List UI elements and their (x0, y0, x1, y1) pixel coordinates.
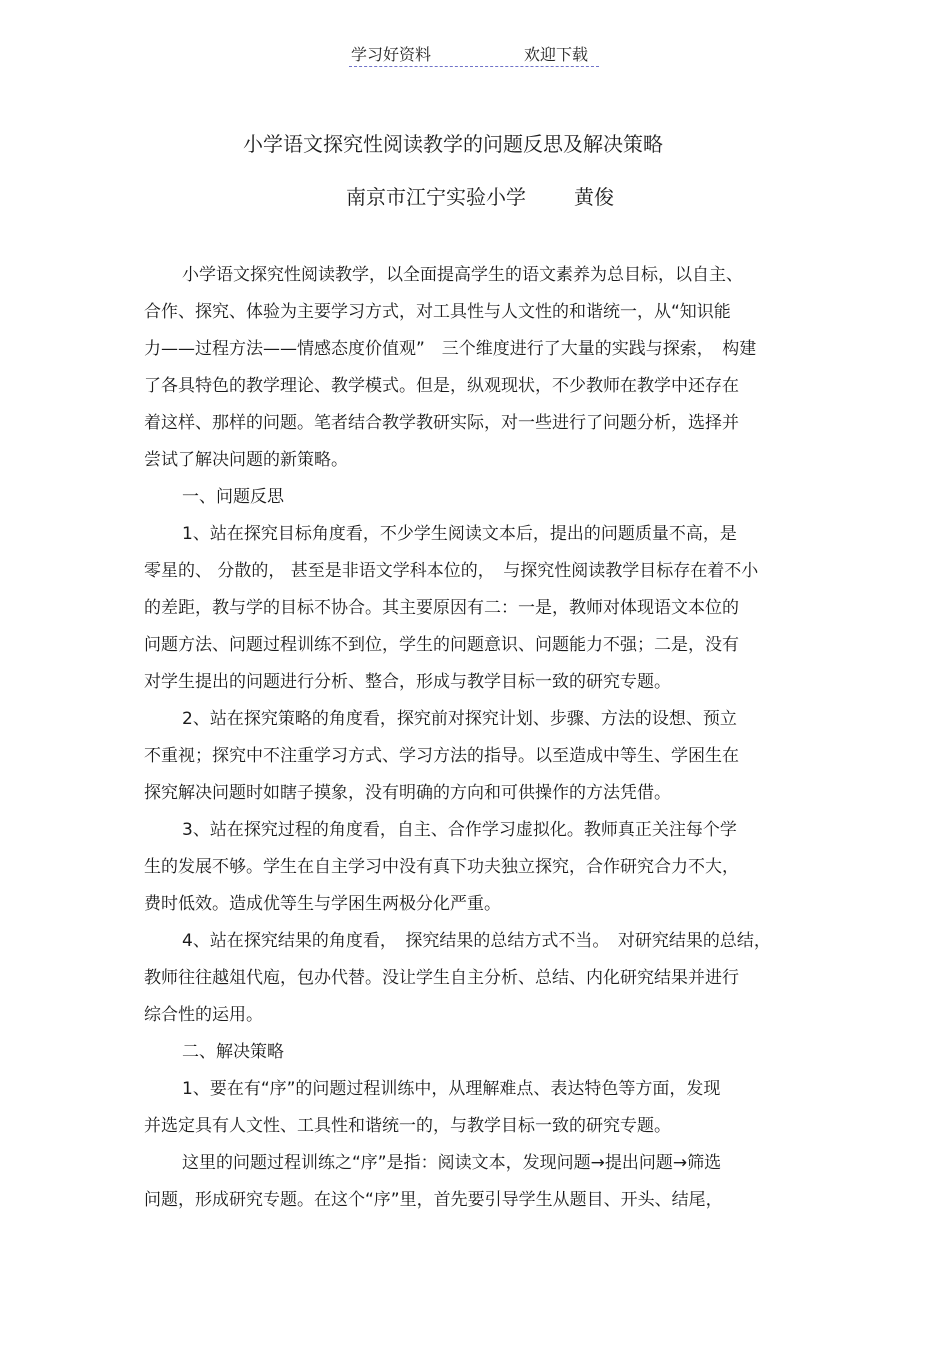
text-line: 2、站在探究策略的角度看，探究前对探究计划、步骤、方法的设想、预立 (182, 709, 737, 729)
author-line (346, 181, 614, 210)
text-line: 这里的问题过程训练之“序”是指：阅读文本，发现问题→提出问题→筛选 (182, 1153, 722, 1173)
text-line: 教师往往越俎代庖，包办代替。没让学生自主分析、总结、内化研究结果并进行 (144, 968, 739, 988)
text-line: 小学语文探究性阅读教学，以全面提高学生的语文素养为总目标，以自主、 (182, 265, 743, 285)
text-line: 不重视；探究中不注重学习方式、学习方法的指导。以至造成中等生、学困生在 (144, 746, 739, 766)
text-line: 问题方法、问题过程训练不到位，学生的问题意识、问题能力不强；二是，没有 (144, 635, 739, 655)
text-line: 的差距，教与学的目标不协合。其主要原因有二：一是，教师对体现语文本位的 (144, 598, 739, 618)
text-line: 生的发展不够。学生在自主学习中没有真下功夫独立探究，合作研究合力不大， (144, 857, 739, 877)
text-line: 综合性的运用。 (144, 1005, 263, 1025)
author-name: 黄俊 (574, 185, 614, 209)
header-right-text: 欢迎下载 (524, 45, 589, 64)
header-left-text: 学习好资料 (351, 45, 432, 64)
document-title: 小学语文探究性阅读教学的问题反思及解决策略 (243, 132, 663, 156)
text-line: 零星的、 分散的， 甚至是非语文学科本位的， 与探究性阅读教学目标存在着不小 (144, 561, 759, 581)
text-line: 力——过程方法——情感态度价值观” 三个维度进行了大量的实践与探索， 构建 (144, 339, 757, 359)
section-heading: 二、解决策略 (182, 1042, 284, 1062)
text-line: 4、站在探究结果的角度看， 探究结果的总结方式不当。 对研究结果的总结， (182, 931, 771, 951)
page-header (349, 40, 599, 67)
text-line: 3、站在探究过程的角度看，自主、合作学习虚拟化。教师真正关注每个学 (182, 820, 737, 840)
text-line: 1、要在有“序”的问题过程训练中，从理解难点、表达特色等方面，发现 (182, 1079, 721, 1099)
text-line: 合作、探究、体验为主要学习方式，对工具性与人文性的和谐统一，从“知识能 (144, 302, 731, 322)
text-line: 尝试了解决问题的新策略。 (144, 450, 348, 470)
text-line: 着这样、那样的问题。笔者结合教学教研实际，对一些进行了问题分析，选择并 (144, 413, 739, 433)
section-heading: 一、问题反思 (182, 487, 284, 507)
text-line: 1、站在探究目标角度看，不少学生阅读文本后，提出的问题质量不高，是 (182, 524, 737, 544)
text-line: 对学生提出的问题进行分析、整合，形成与教学目标一致的研究专题。 (144, 672, 671, 692)
text-line: 费时低效。造成优等生与学困生两极分化严重。 (144, 894, 501, 914)
author-school: 南京市江宁实验小学 (346, 185, 526, 209)
text-line: 并选定具有人文性、工具性和谐统一的，与教学目标一致的研究专题。 (144, 1116, 671, 1136)
text-line: 问题，形成研究专题。在这个“序”里，首先要引导学生从题目、开头、结尾， (144, 1190, 723, 1210)
text-line: 探究解决问题时如瞎子摸象，没有明确的方向和可供操作的方法凭借。 (144, 783, 671, 803)
text-line: 了各具特色的教学理论、教学模式。但是，纵观现状，不少教师在教学中还存在 (144, 376, 739, 396)
